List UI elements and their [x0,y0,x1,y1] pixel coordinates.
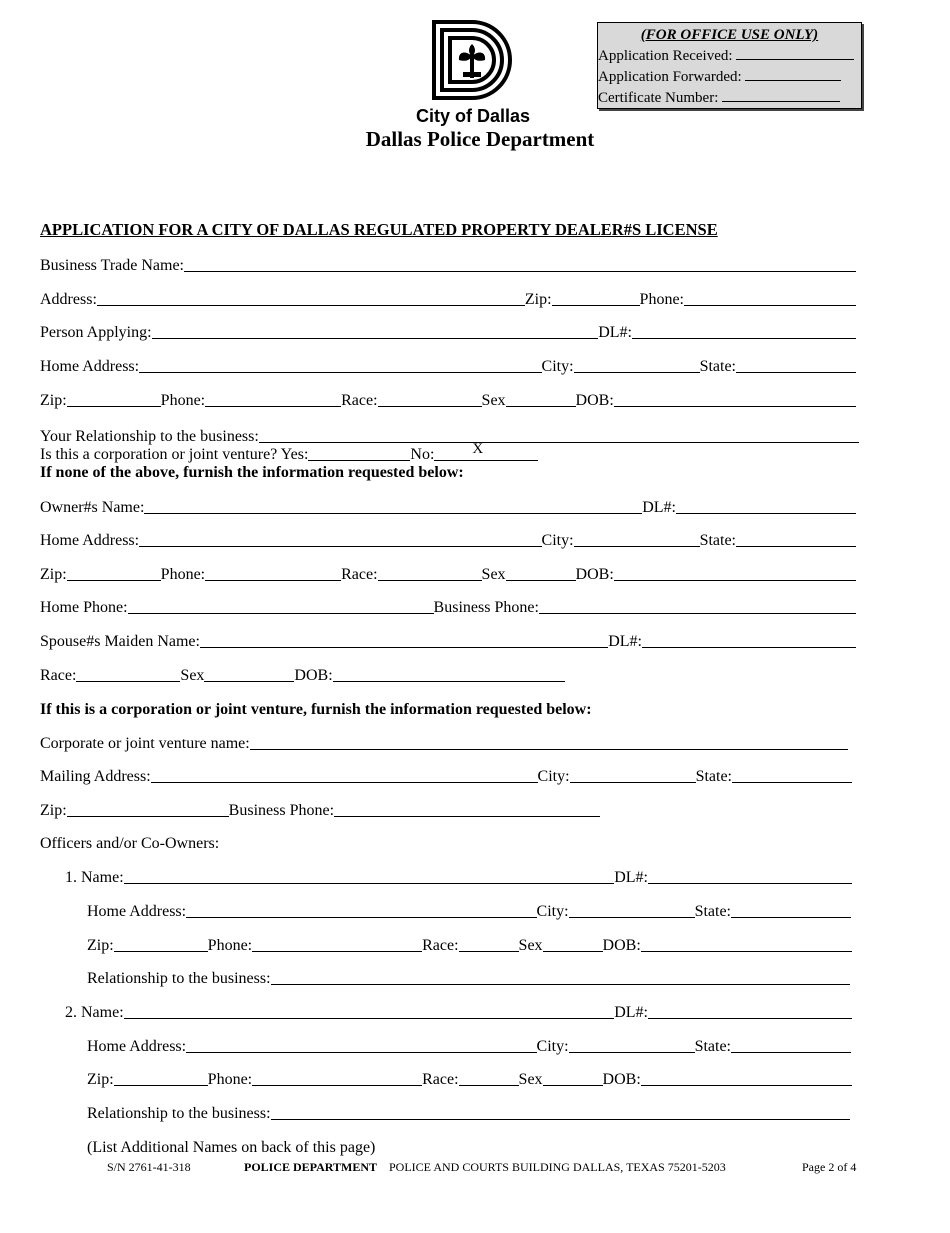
owner-name-row: Owner#s Name: DL#: [40,497,856,517]
spouse-dob-field[interactable] [333,680,565,682]
owner-zip-field[interactable] [67,579,161,581]
department-name: Dallas Police Department [365,127,595,151]
officer-2-relationship-row: Relationship to the business: [87,1103,850,1123]
owner-state-field[interactable] [736,545,856,547]
officer-1-address-row: Home Address: City: State: [87,901,851,921]
certificate-number-line: Certificate Number: [598,87,861,108]
owner-home-phone-field[interactable] [128,612,434,614]
officer-2-sex-field[interactable] [543,1084,603,1086]
officer-2-dob-field[interactable] [641,1084,852,1086]
spouse-dl-field[interactable] [642,646,856,648]
officer-2-address-row: Home Address: City: State: [87,1036,851,1056]
person-applying-row: Person Applying: DL#: [40,322,856,342]
spouse-row: Spouse#s Maiden Name: DL#: [40,631,856,651]
zip-field[interactable] [552,304,640,306]
corp-name-field[interactable] [250,748,848,750]
corp-heading: If this is a corporation or joint venture, furnish the information requested below: [40,701,592,718]
spouse-race-field[interactable] [76,680,180,682]
officer-2-state-field[interactable] [731,1051,851,1053]
mailing-address-field[interactable] [151,781,538,783]
officer-2-details-row: Zip: Phone: Race: Sex DOB: [87,1069,852,1089]
footer-address: POLICE AND COURTS BUILDING DALLAS, TEXAS 75201-5203 [389,1160,726,1174]
certificate-number-field[interactable] [722,87,840,102]
officer-2-phone-field[interactable] [252,1084,422,1086]
spouse-sex-field[interactable] [204,680,294,682]
corp-heading-row [40,699,740,719]
officer-1-relationship-row: Relationship to the business: [87,968,850,988]
officers-row [40,833,440,853]
corp-zip-row: Zip: Business Phone: [40,800,600,820]
applicant-phone-field[interactable] [205,405,341,407]
relationship-field[interactable] [259,441,859,443]
owner-business-phone-field[interactable] [539,612,856,614]
city-of-dallas-logo-icon [432,20,514,102]
phone-field[interactable] [684,304,856,306]
list-additional-note: (List Additional Names on back of this page) [87,1139,376,1156]
officer-2-address-field[interactable] [186,1051,536,1053]
officer-1-dl-field[interactable] [648,882,852,884]
officer-1-name-field[interactable] [124,882,615,884]
application-forwarded-field[interactable] [745,66,841,81]
officer-1-phone-field[interactable] [252,950,422,952]
person-applying-field[interactable] [152,337,599,339]
officer-1-sex-field[interactable] [543,950,603,952]
officer-2-name-field[interactable] [124,1017,615,1019]
owner-home-address-row: Home Address: City: State: [40,530,856,550]
applicant-sex-field[interactable] [506,405,576,407]
officer-2-relationship-field[interactable] [271,1118,850,1120]
owner-phones-row: Home Phone: Business Phone: [40,597,856,617]
officer-2-city-field[interactable] [569,1051,695,1053]
officer-1-city-field[interactable] [569,916,695,918]
none-heading-row [40,462,640,482]
business-trade-name-field[interactable] [184,270,856,272]
officer-1-state-field[interactable] [731,916,851,918]
owner-name-field[interactable] [144,512,642,514]
none-heading: If none of the above, furnish the information requested below: [40,464,464,481]
corporation-question-row: Is this a corporation or joint venture? Yes: No: X [40,444,580,464]
application-received-line: Application Received: [598,45,861,66]
list-additional-row [87,1137,587,1157]
corporation-no-field[interactable] [434,441,538,461]
owner-race-field[interactable] [378,579,482,581]
spouse-details-row: Race: Sex DOB: [40,665,580,685]
form-title: APPLICATION FOR A CITY OF DALLAS REGULATED PROPERTY DEALER#S LICENSE [40,220,718,239]
application-forwarded-line: Application Forwarded: [598,66,861,87]
office-use-box [597,22,862,109]
corp-name-row: Corporate or joint venture name: [40,733,848,753]
relationship-row: Your Relationship to the business: [40,426,859,446]
owner-dob-field[interactable] [614,579,856,581]
corp-state-field[interactable] [732,781,852,783]
applicant-zip-field[interactable] [67,405,161,407]
footer-page-number: Page 2 of 4 [802,1160,857,1174]
applicant-dob-field[interactable] [614,405,856,407]
officer-1-name-row: 1. Name: DL#: [65,867,852,887]
owner-phone-field[interactable] [205,579,341,581]
officer-1-dob-field[interactable] [641,950,852,952]
no-checkmark: X [472,441,484,457]
officer-1-race-field[interactable] [459,950,519,952]
owner-home-address-field[interactable] [139,545,541,547]
officer-1-zip-field[interactable] [114,950,208,952]
office-use-title: (FOR OFFICE USE ONLY) [640,27,819,43]
applicant-city-field[interactable] [574,371,700,373]
business-trade-name-row: Business Trade Name: [40,255,856,275]
applicant-home-address-row: Home Address: City: State: [40,356,856,376]
officer-2-race-field[interactable] [459,1084,519,1086]
applicant-home-address-field[interactable] [139,371,541,373]
officers-label: Officers and/or Co-Owners: [40,835,220,852]
officer-2-dl-field[interactable] [648,1017,852,1019]
owner-dl-field[interactable] [676,512,856,514]
city-name: City of Dallas [415,106,531,126]
officer-1-details-row: Zip: Phone: Race: Sex DOB: [87,935,852,955]
officer-1-address-field[interactable] [186,916,536,918]
corp-city-field[interactable] [570,781,696,783]
officer-2-zip-field[interactable] [114,1084,208,1086]
footer-serial: S/N 2761-41-318 [107,1160,191,1174]
owner-sex-field[interactable] [506,579,576,581]
footer-department: POLICE DEPARTMENT [244,1160,378,1174]
owner-details-row: Zip: Phone: Race: Sex DOB: [40,564,856,584]
officer-2-name-row: 2. Name: DL#: [65,1002,852,1022]
applicant-race-field[interactable] [378,405,482,407]
applicant-dl-field[interactable] [632,337,856,339]
owner-city-field[interactable] [574,545,700,547]
applicant-details-row: Zip: Phone: Race: Sex DOB: [40,390,856,410]
address-field[interactable] [97,304,525,306]
corporation-yes-field[interactable] [308,459,410,461]
address-row: Address: Zip: Phone: [40,289,856,309]
spouse-maiden-name-field[interactable] [200,646,608,648]
corp-business-phone-field[interactable] [334,815,600,817]
applicant-state-field[interactable] [736,371,856,373]
mailing-address-row: Mailing Address: City: State: [40,766,852,786]
officer-1-relationship-field[interactable] [271,983,850,985]
application-received-field[interactable] [736,45,854,60]
corp-zip-field[interactable] [67,815,229,817]
